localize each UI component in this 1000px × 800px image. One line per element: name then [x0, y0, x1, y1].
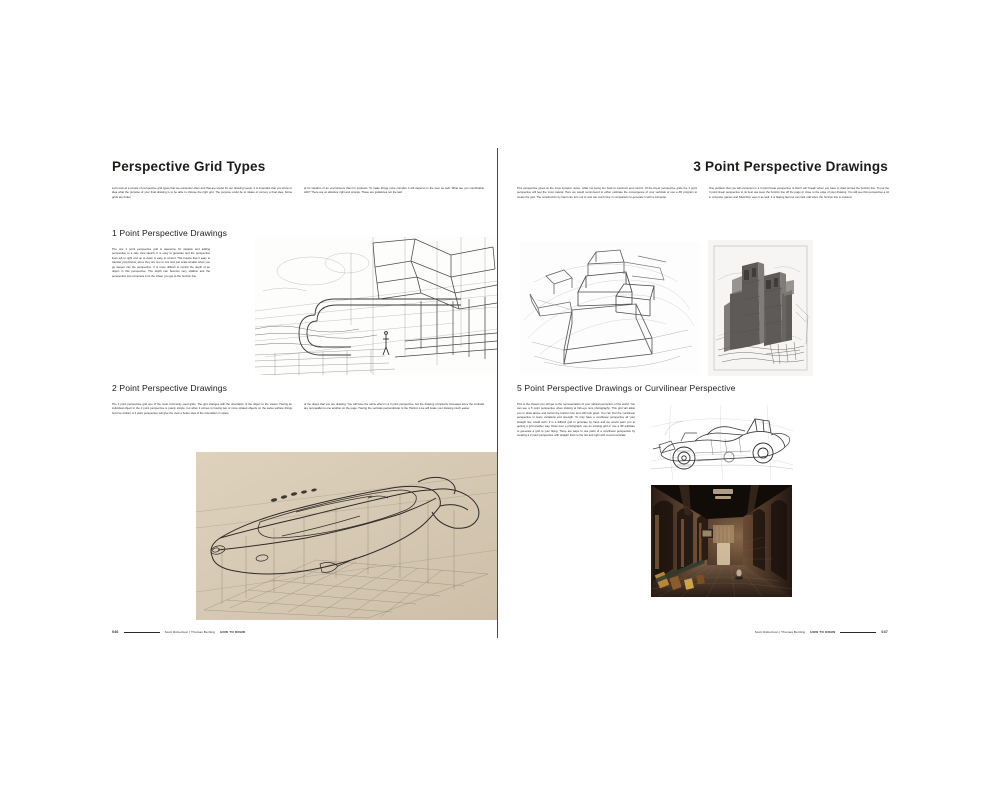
section-body-2-point-column-2 — [304, 403, 484, 415]
intro-paragraph: Let's look at a couple of perspective grid types that we encounter often and that are useful for our drawing needs. It is important that you know or idea what the purpose of your final drawing is to be able to choose the right grid. The purpose could be to ideate or convey a final idea. Some grids are better — [112, 187, 292, 199]
section-heading-5-point: 5 Point Perspective Drawings or Curvilinear Perspective — [517, 383, 736, 393]
fisheye-corridor-photograph — [651, 485, 792, 597]
page-title: Perspective Grid Types — [112, 159, 266, 174]
body-paragraph: The one 1 point perspective grid is awesome for ideation and adding perspective to a side view sketch. It is easy to generate and the perspective lines left to right end up to down is easy to control. This means that it easy to transfer proportions, since they are one to one and just scale smaller when you go deeper into the perspective. It is more difficult to control the depth of an object in this perspective. The depth can become very shallow and the perspective can compress a lot the closer you get to the horizon line. — [112, 248, 210, 278]
section-body-5-point — [517, 403, 635, 442]
left-page — [108, 140, 497, 640]
footer-authors: Scott Robertson | Thomas Bertling — [754, 630, 806, 634]
vehicle-two-point-perspective-sketch — [196, 452, 497, 620]
intro-column-1 — [517, 187, 697, 203]
footer-imprint: HOW TO DRAW — [220, 630, 246, 634]
body-paragraph: This is the closest you will get to the representation of your natural perception of the world. You can see a 5 point perspective when looking at fish-eye lens photography. This grid will allow you to draw above and below the horizon line and still look good. You can find the curvilinear perspective in many variations and strength. To truly have a curvilinear perspective all your straight line would arch. It is a difficult grid to generate by hand and we would paint you to getting a grid another way. Draw over a photograph, use an existing grid or use a 3D software to generate a grid to your liking. There are ways to use parts of a curvilinear perspective by creating a 2 point perspective with straight lines to the left and right with curved verticals. — [517, 403, 635, 438]
footer-authors: Scott Robertson | Thomas Bertling — [164, 630, 216, 634]
intro-paragraph: This perspective gives us the most dynamic views, while not being too hard to construct and control. Of the linear perspective grids the 3 point perspective will feel the most natural. Here we would recommend to either estimate the convergence of your verticals or use a 3D program to create the grid. The construction by hand can turn out to cost too much time in comparison to generate it with a computer. — [517, 187, 697, 199]
right-page — [503, 140, 892, 640]
architectural-perspective-sketch — [255, 237, 497, 375]
section-heading-1-point: 1 Point Perspective Drawings — [112, 228, 228, 238]
intro-column-2 — [304, 187, 484, 199]
footer-rule — [124, 632, 160, 633]
body-paragraph: The 2 point perspective grid one of the most commonly used grids. The grid changes with the orientation of the object to the viewer. Having an individual object in the 2 point perspective is purely simple, but when it comes to having two or more rotated objects on the same surface things become trickier. A 2 point perspective will give the view a better idea of the orientation in space — [112, 403, 292, 415]
tower-three-point-perspective-sketch — [708, 240, 813, 376]
intro-column-2 — [709, 187, 889, 203]
intro-paragraph: at for ideation of an environment than for products. To make things more complex it will depend on the user as well. What are you comfortable with? There are no absolute right and wrongs. These are guidelines not the law! — [304, 187, 484, 195]
aerial-three-point-perspective-sketch — [520, 242, 700, 375]
curvilinear-race-car-sketch — [651, 405, 793, 480]
footer-imprint: HOW TO DRAW — [810, 630, 836, 634]
section-body-1-point — [112, 248, 210, 282]
footer-right — [755, 630, 888, 634]
section-body-2-point-column-1 — [112, 403, 292, 419]
page-title: 3 Point Perspective Drawings — [693, 159, 888, 174]
intro-paragraph: One problem that you will encounter in a 3 point linear perspective is that it will "break" when you have to draw across the horizon line. To put the 3 point linear perspective to its best use keep the horizon line off the page or close to the edge of your drawing. You will see this perspective a lot in computer games and SketchUp uses it as well. It is blaring fast but can look odd when the horizon line is crossed. — [709, 187, 889, 199]
footer-left — [112, 630, 245, 634]
footer-rule — [840, 632, 876, 633]
spread-gutter-rule — [497, 148, 498, 638]
page-number: 046 — [112, 630, 119, 634]
page-number: 047 — [881, 630, 888, 634]
section-heading-2-point: 2 Point Perspective Drawings — [112, 383, 228, 393]
body-paragraph: of the object that you are drawing. You will have the same effect in a 3 point perspective, but the drawing complexity increases since the verticals are not parallel to one another on the page. Having the verticals perpendicular to the Horizon Line will make your drawing much easier. — [304, 403, 484, 411]
intro-column-1 — [112, 187, 292, 203]
